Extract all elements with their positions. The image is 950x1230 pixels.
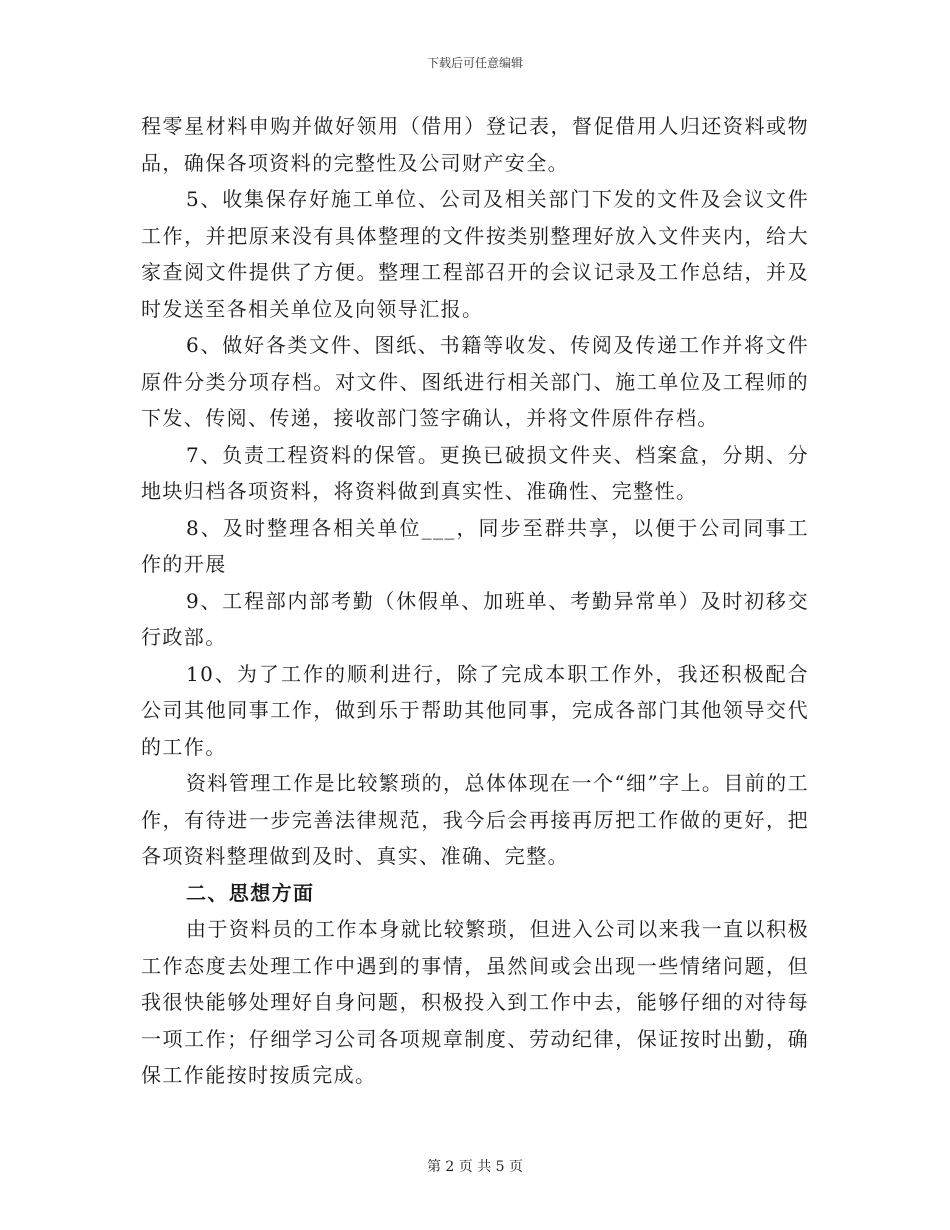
paragraph-item-5: 5、收集保存好施工单位、公司及相关部门下发的文件及会议文件工作，并把原来没有具体整理的文件按类别整理好放入文件夹内，给大家查阅文件提供了方便。整理工程部召开的会议记录及工作总结，并及时发送至各相关单位及向领导汇报。 — [141, 187, 809, 321]
paragraph-continuation: 程零星材料申购并做好领用（借用）登记表，督促借用人归还资料或物品，确保各项资料的完整性及公司财产安全。 — [141, 114, 809, 175]
page-footer: 第 2 页 共 5 页 — [426, 1159, 524, 1175]
paragraph-summary: 资料管理工作是比较繁琐的，总体体现在一个“细”字上。目前的工作，有待进一步完善法律规范，我今后会再接再厉把工作做的更好，把各项资料整理做到及时、真实、准确、完整。 — [141, 771, 809, 868]
paragraph-item-8: 8、及时整理各相关单位___，同步至群共享，以便于公司同事工作的开展 — [141, 515, 809, 576]
paragraph-item-9: 9、工程部内部考勤（休假单、加班单、考勤异常单）及时初移交行政部。 — [141, 588, 809, 649]
section-paragraph: 由于资料员的工作本身就比较繁琐，但进入公司以来我一直以积极工作态度去处理工作中遇到的事情，虽然间或会出现一些情绪问题，但我很快能够处理好自身问题，积极投入到工作中去，能够仔细的对待每一项工作；仔细学习公司各项规章制度、劳动纪律，保证按时出勤，确保工作能按时按质完成。 — [141, 917, 809, 1087]
section-heading: 二、思想方面 — [186, 880, 315, 905]
paragraph-item-6: 6、做好各类文件、图纸、书籍等收发、传阅及传递工作并将文件原件分类分项存档。对文件、图纸进行相关部门、施工单位及工程师的下发、传阅、传递，接收部门签字确认，并将文件原件存档。 — [141, 333, 809, 430]
paragraph-item-10: 10、为了工作的顺利进行，除了完成本职工作外，我还积极配合公司其他同事工作，做到乐于帮助其他同事，完成各部门其他领导交代的工作。 — [141, 661, 809, 759]
paragraph-item-7: 7、负责工程资料的保管。更换已破损文件夹、档案盒，分期、分地块归档各项资料，将资料做到真实性、准确性、完整性。 — [141, 442, 809, 503]
document-body — [141, 108, 809, 1094]
page-header: 下载后可任意编辑 — [426, 56, 523, 70]
